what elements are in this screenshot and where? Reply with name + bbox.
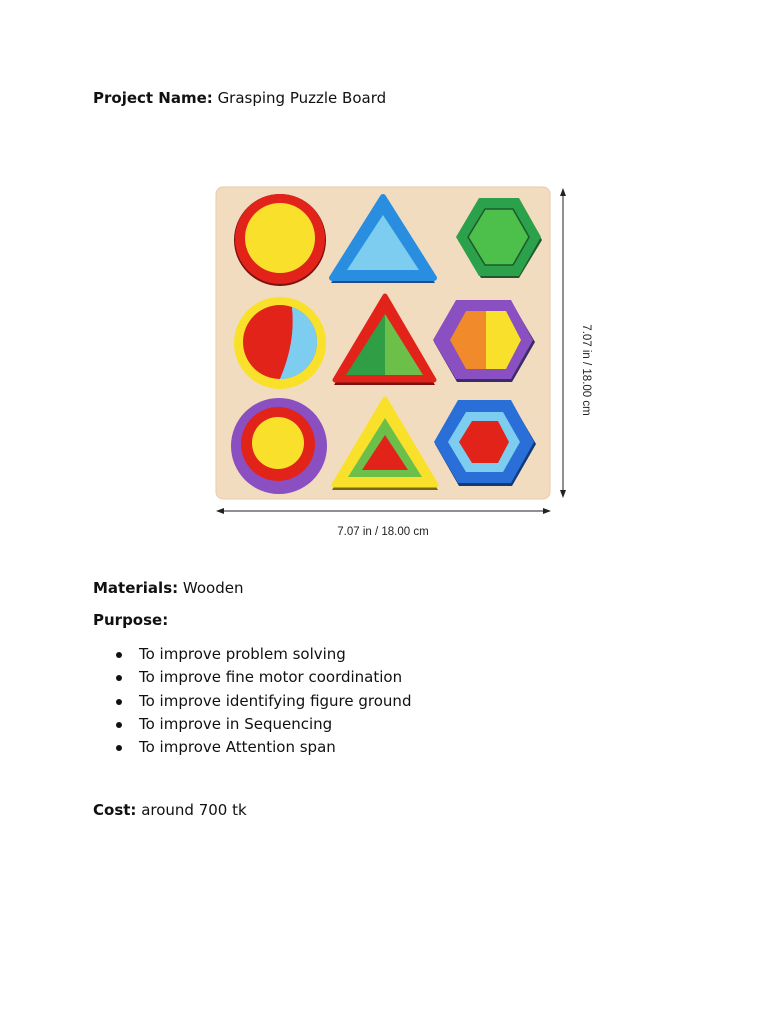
bullet-icon bbox=[116, 675, 122, 681]
width-dimension-label: 7.07 in / 18.00 cm bbox=[337, 526, 429, 538]
piece-circle-rings bbox=[231, 398, 327, 494]
list-item-text: To improve in Sequencing bbox=[139, 714, 333, 733]
project-label: Project Name: bbox=[93, 89, 213, 107]
project-value: Grasping Puzzle Board bbox=[217, 89, 387, 107]
height-dimension-label: 7.07 in / 18.00 cm bbox=[580, 324, 592, 416]
puzzle-board-figure bbox=[210, 180, 600, 545]
list-item-text: To improve problem solving bbox=[139, 645, 346, 663]
materials-line bbox=[93, 579, 243, 597]
piece-circle-red-yellow bbox=[234, 194, 326, 286]
project-line bbox=[93, 89, 386, 107]
bullet-icon bbox=[116, 745, 122, 751]
list-item-text: To improve Attention span bbox=[139, 738, 336, 757]
list-item bbox=[116, 690, 411, 713]
list-item bbox=[116, 643, 411, 666]
materials-label: Materials: bbox=[93, 579, 179, 597]
bullet-icon bbox=[116, 699, 122, 705]
bullet-icon bbox=[116, 722, 122, 728]
list-item bbox=[116, 666, 411, 689]
cost-line bbox=[93, 801, 247, 819]
list-item bbox=[116, 736, 411, 759]
list-item-text: To improve identifying figure ground bbox=[139, 691, 412, 710]
bullet-icon bbox=[116, 652, 122, 658]
purpose-heading bbox=[93, 611, 168, 629]
materials-value: Wooden bbox=[182, 579, 244, 597]
cost-label: Cost: bbox=[93, 801, 137, 819]
piece-circle-split bbox=[234, 297, 326, 389]
height-dimension-line bbox=[560, 188, 566, 498]
purpose-list bbox=[116, 643, 411, 759]
list-item-text: To improve fine motor coordination bbox=[139, 668, 403, 687]
list-item bbox=[116, 713, 411, 736]
purpose-label: Purpose: bbox=[93, 611, 169, 629]
width-dimension-line bbox=[216, 508, 551, 514]
cost-value: around 700 tk bbox=[141, 801, 247, 819]
